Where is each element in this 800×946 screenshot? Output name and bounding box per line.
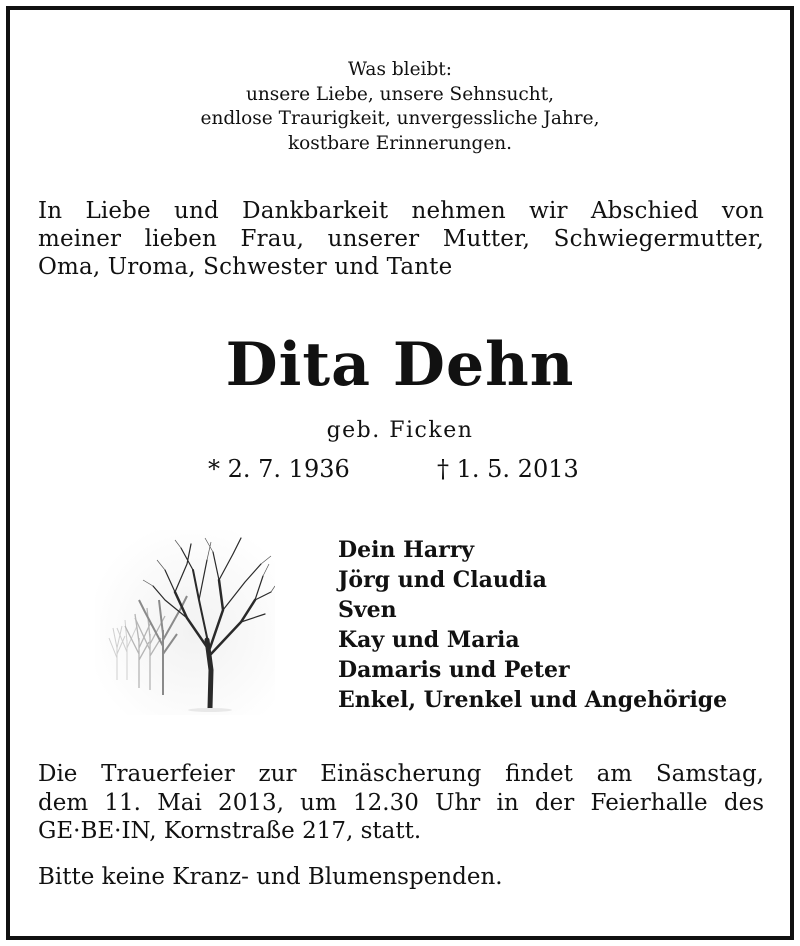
- ceremony-line: GE·BE·IN, Kornstraße 217, statt.: [38, 818, 422, 844]
- poem-line: Was bleibt:: [348, 59, 452, 80]
- mourner-entry: Enkel, Urenkel und Angehörige: [338, 687, 728, 713]
- poem-line: endlose Traurigkeit, unvergessliche Jahre,: [200, 108, 600, 129]
- ceremony-line: Die Trauerfeier zur Einäscherung findet am Samstag,: [38, 761, 764, 787]
- intro-line: Oma, Uroma, Schwester und Tante: [38, 254, 453, 280]
- funeral-ceremony-info: [38, 760, 764, 846]
- poem-line: kostbare Erinnerungen.: [287, 132, 513, 154]
- poem-line: unsere Liebe, unsere Sehnsucht,: [245, 83, 555, 105]
- mourner-entry: Kay und Maria: [338, 627, 520, 653]
- mourners-list: [338, 535, 727, 715]
- memorial-poem: [0, 58, 800, 156]
- intro-line: In Liebe und Dankbarkeit nehmen wir Abschied von: [38, 198, 764, 224]
- deceased-name: Dita Dehn: [225, 330, 575, 400]
- mourner-entry: Dein Harry: [338, 537, 475, 563]
- farewell-intro: [38, 197, 764, 281]
- death-date: † 1. 5. 2013: [437, 455, 579, 483]
- mourner-entry: Sven: [338, 597, 397, 623]
- winter-trees-image: [95, 530, 275, 715]
- mourner-entry: Damaris und Peter: [338, 657, 570, 683]
- birth-name: geb. Ficken: [326, 418, 474, 443]
- donation-note: Bitte keine Kranz- und Blumenspenden.: [38, 864, 503, 890]
- birth-date: * 2. 7. 1936: [208, 455, 350, 483]
- ceremony-line: dem 11. Mai 2013, um 12.30 Uhr in der Feierhalle des: [38, 789, 764, 816]
- mourner-entry: Jörg und Claudia: [338, 567, 547, 593]
- intro-line: meiner lieben Frau, unserer Mutter, Schwiegermutter,: [38, 226, 764, 252]
